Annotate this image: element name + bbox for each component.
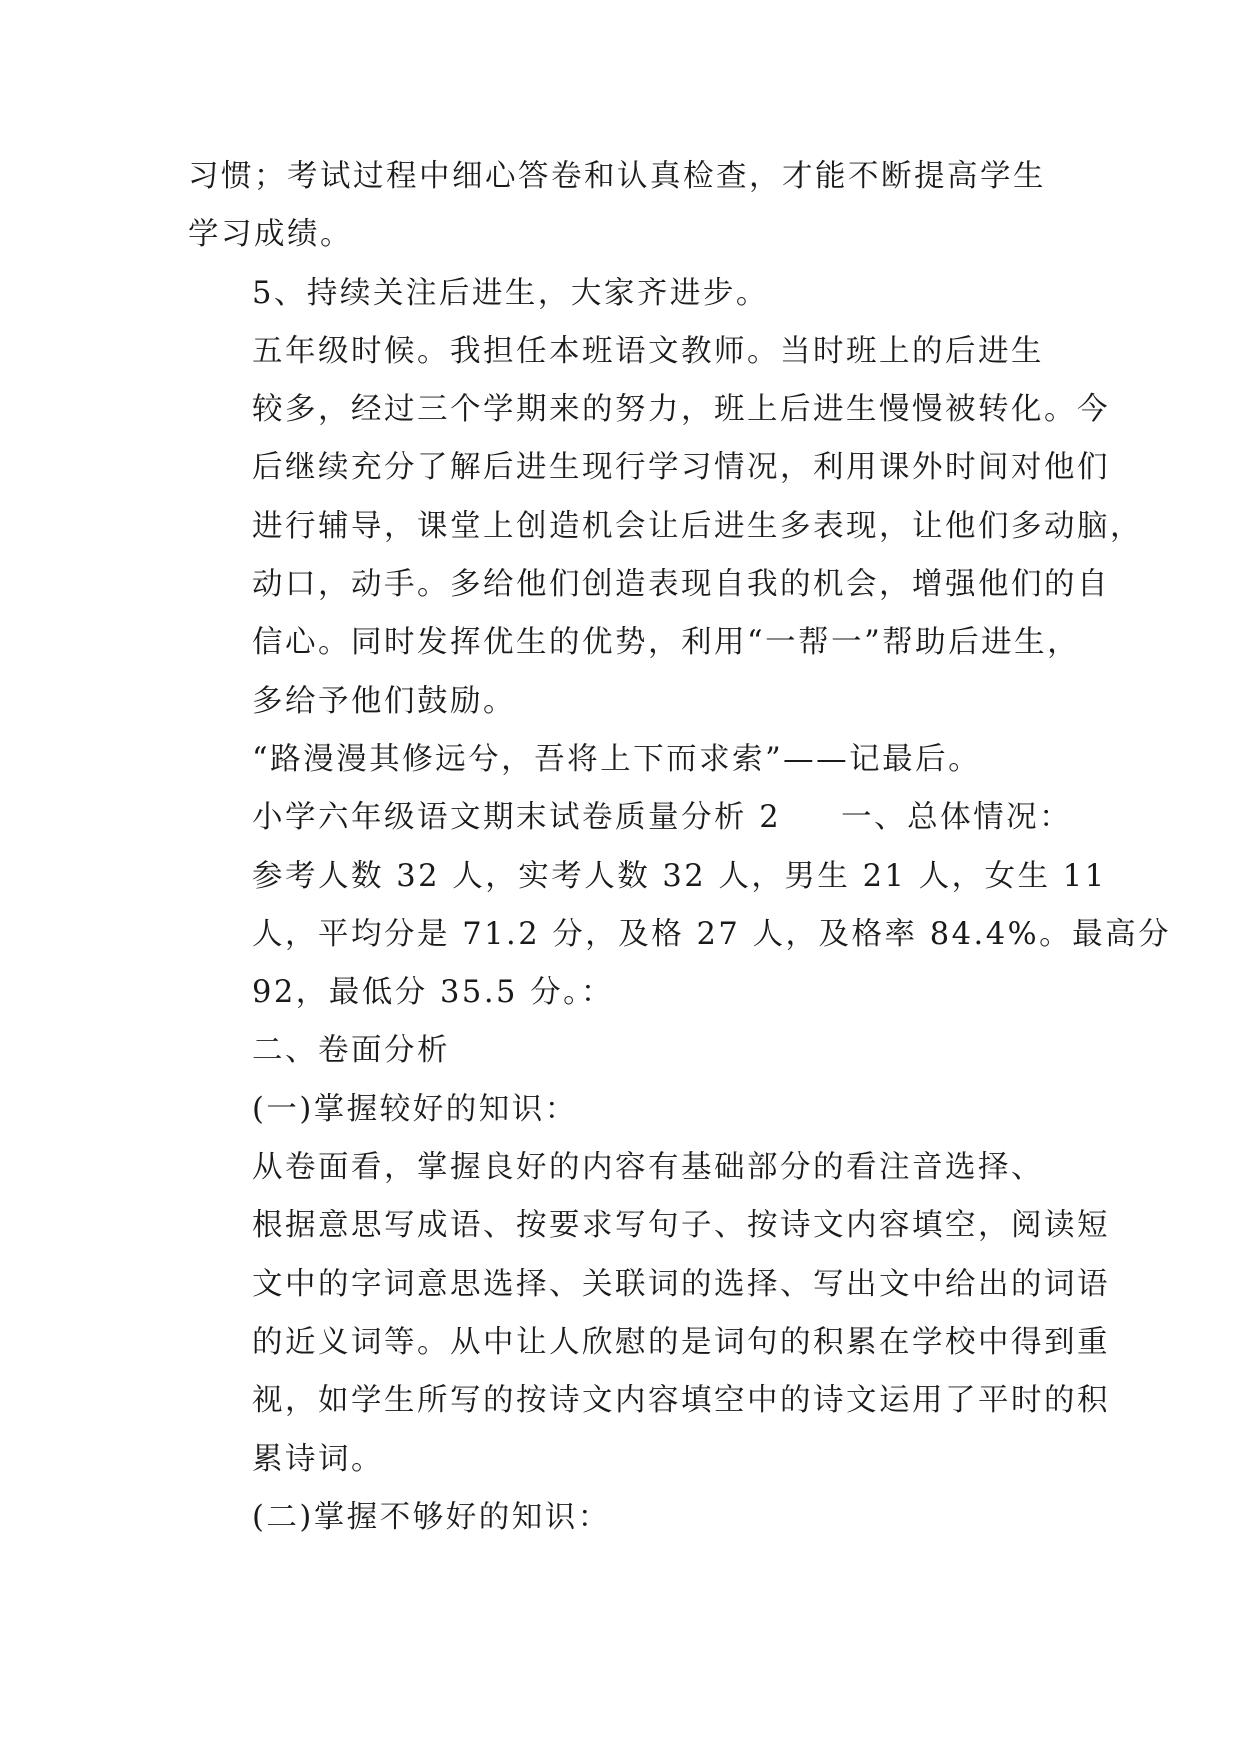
paragraph-quote <box>188 731 1058 789</box>
text-line: 动口，动手。多给他们创造表现自我的机会，增强他们的自 <box>252 567 1110 603</box>
text-line: 文中的字词意思选择、关联词的选择、写出文中给出的词语 <box>252 1266 1110 1302</box>
text-line: 人，平均分是 71.2 分，及格 27 人，及格率 84.4%。最高分 <box>252 916 1172 952</box>
report-title-line <box>188 789 1073 847</box>
text-line: 信心。同时发挥优生的优势，利用“一帮一”帮助后进生， <box>252 625 1081 661</box>
text-line: 92，最低分 35.5 分。： <box>252 975 614 1011</box>
text-line: 的近义词等。从中让人欣慰的是词句的积累在学校中得到重 <box>252 1324 1110 1360</box>
text-line: 视，如学生所写的按诗文内容填空中的诗文运用了平时的积 <box>252 1383 1110 1419</box>
text-line: 较多，经过三个学期来的努力，班上后进生慢慢被转化。今 <box>252 392 1110 428</box>
text-line: (二)掌握不够好的知识： <box>252 1499 611 1535</box>
text-line: 累诗词。 <box>252 1441 384 1477</box>
text-line: 后继续充分了解后进生现行学习情况，利用课外时间对他们 <box>252 450 1110 486</box>
paragraph-heading-5 <box>188 265 1058 323</box>
text-line: 参考人数 32 人，实考人数 32 人，男生 21 人，女生 11 <box>252 858 1107 894</box>
paragraph-report-title <box>188 789 1073 847</box>
document-body <box>188 148 1172 1547</box>
text-line: 根据意思写成语、按要求写句子、按诗文内容填空，阅读短 <box>252 1208 1110 1244</box>
text-line: “路漫漫其修远兮，吾将上下而求索”——记最后。 <box>252 741 982 777</box>
text-line: 习惯；考试过程中细心答卷和认真检查，才能不断提高学生 <box>188 159 1046 194</box>
paragraph-exam-habits <box>188 148 1058 265</box>
text-line: 五年级时候。我担任本班语文教师。当时班上的后进生 <box>252 333 1044 369</box>
text-line: 进行辅导，课堂上创造机会让后进生多表现，让他们多动脑， <box>252 508 1143 544</box>
paragraph-statistics <box>188 848 1172 1023</box>
subheading-good-knowledge <box>188 1081 1058 1139</box>
section-heading-analysis <box>188 1022 1058 1080</box>
paragraph-good-knowledge <box>188 1139 1110 1489</box>
text-line: 从卷面看，掌握良好的内容有基础部分的看注音选择、 <box>252 1150 1044 1186</box>
text-line: 5、持续关注后进生，大家齐进步。 <box>252 275 769 311</box>
report-title: 小学六年级语文期末试卷质量分析 2 <box>252 800 782 836</box>
paragraph-grade-five <box>188 323 1143 731</box>
text-line: (一)掌握较好的知识： <box>252 1091 578 1127</box>
section-heading-overall: 一、总体情况： <box>841 800 1073 836</box>
text-line: 学习成绩。 <box>188 217 353 253</box>
text-line: 多给予他们鼓励。 <box>252 683 516 719</box>
subheading-weak-knowledge <box>188 1489 1058 1547</box>
text-line: 二、卷面分析 <box>252 1033 450 1069</box>
